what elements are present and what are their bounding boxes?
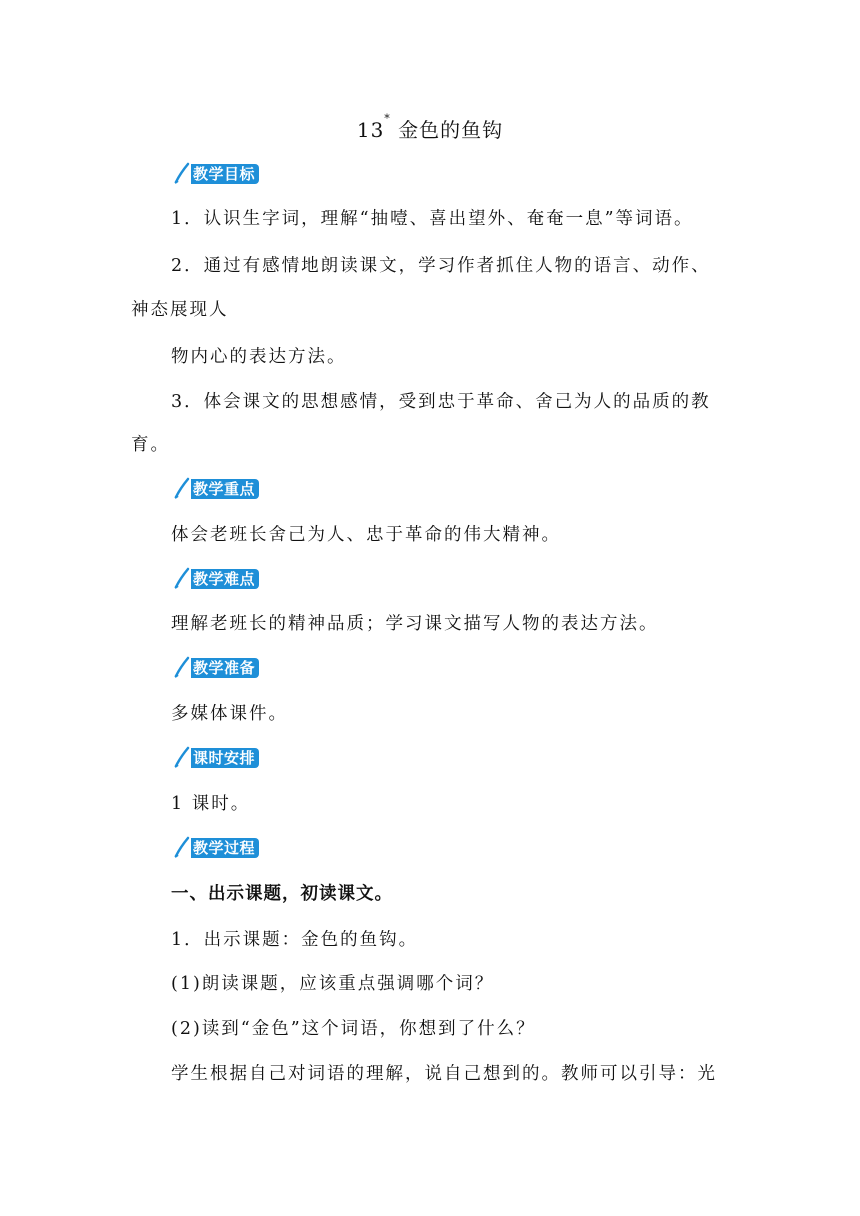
section-badge-difficulty: [173, 567, 259, 591]
section-label: 教学重点: [191, 479, 259, 499]
preparation-text: 多媒体课件。: [171, 704, 288, 724]
key-point-text: 体会老班长舍己为人、忠于革命的伟大精神。: [171, 525, 561, 545]
pen-icon: [173, 567, 191, 591]
schedule-text: 1 课时。: [171, 794, 251, 814]
pen-icon: [173, 477, 191, 501]
goal-2-line-1: 2．通过有感情地朗读课文，学习作者抓住人物的语言、动作、: [171, 256, 711, 276]
difficulty-text: 理解老班长的精神品质；学习课文描写人物的表达方法。: [171, 614, 659, 634]
goal-1: 1．认识生字词，理解“抽噎、喜出望外、奄奄一息”等词语。: [171, 209, 694, 229]
section-label: 课时安排: [191, 748, 259, 768]
goal-3-line-1: 3．体会课文的思想感情，受到忠于革命、舍己为人的品质的教: [171, 392, 711, 412]
pen-icon: [173, 656, 191, 680]
section-label: 教学目标: [191, 164, 259, 184]
pen-icon: [173, 746, 191, 770]
goal-2-line-3: 物内心的表达方法。: [171, 347, 347, 367]
section-label: 教学过程: [191, 838, 259, 858]
goal-2-line-2: 神态展现人: [131, 300, 229, 320]
section-badge-process: [173, 836, 259, 860]
process-item-3: (2)读到“金色”这个词语，你想到了什么？: [171, 1019, 536, 1039]
pen-icon: [173, 162, 191, 186]
section-label: 教学准备: [191, 658, 259, 678]
lesson-title-text: 金色的鱼钩: [398, 118, 504, 142]
lesson-title: [0, 114, 860, 143]
pen-icon: [173, 836, 191, 860]
section-badge-prep: [173, 656, 259, 680]
section-label: 教学难点: [191, 569, 259, 589]
process-item-2: (1)朗读课题，应该重点强调哪个词？: [171, 974, 495, 994]
goal-3-line-2: 育。: [131, 435, 170, 455]
section-badge-key: [173, 477, 259, 501]
lesson-number: 13: [356, 118, 385, 142]
process-item-4: 学生根据自己对词语的理解，说自己想到的。教师可以引导：光: [171, 1064, 717, 1084]
optional-lesson-mark: *: [384, 112, 391, 125]
section-badge-schedule: [173, 746, 259, 770]
section-badge-goals: [173, 162, 259, 186]
process-item-1: 1．出示课题：金色的鱼钩。: [171, 930, 419, 950]
process-heading: 一、出示课题，初读课文。: [171, 884, 393, 904]
